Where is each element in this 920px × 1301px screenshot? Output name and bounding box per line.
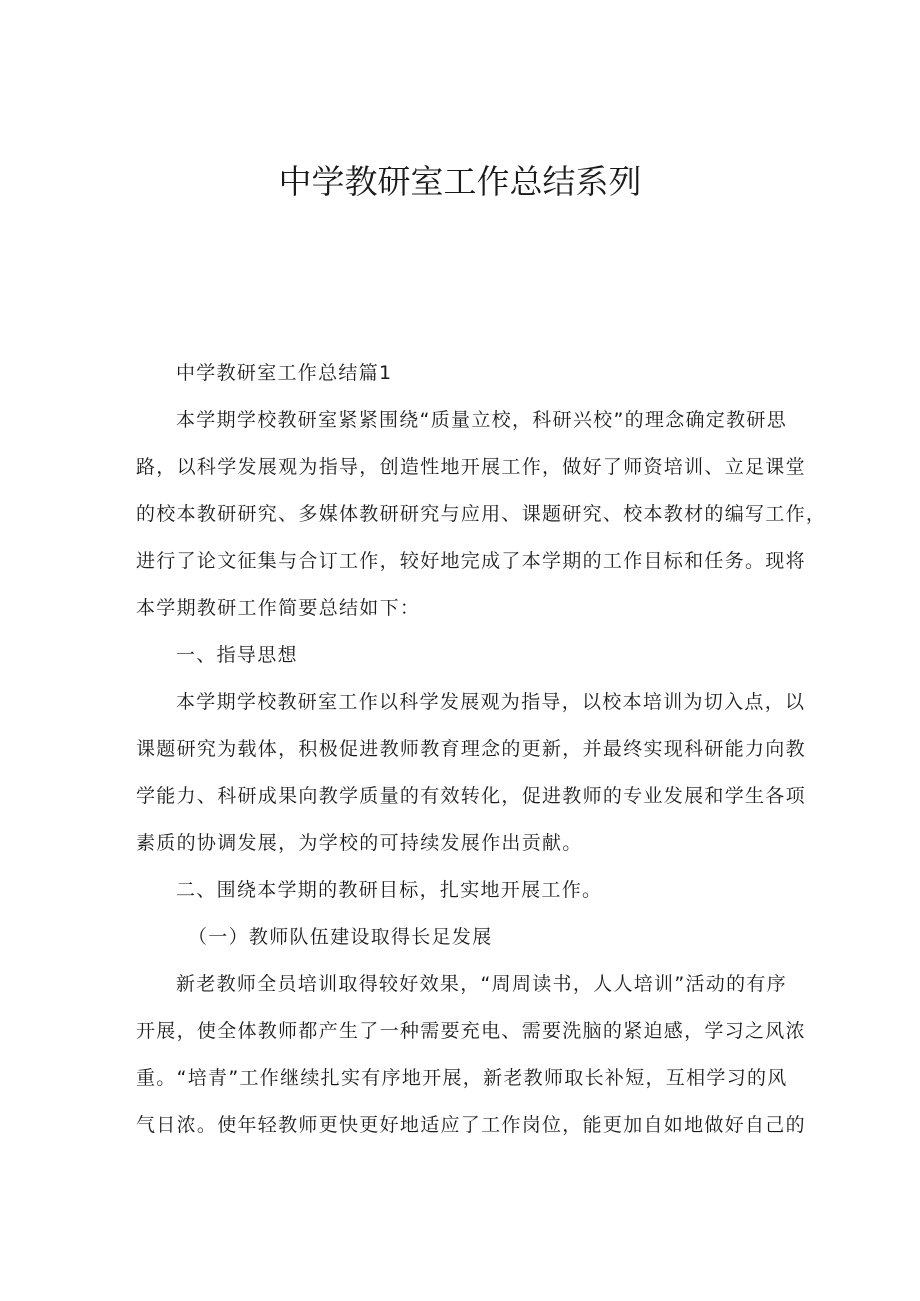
paragraph-line: 课题研究为载体，积极促进教师教育理念的更新，并最终实现科研能力向教 [136,738,806,760]
paragraph-line: 素质的协调发展，为学校的可持续发展作出贡献。 [136,832,583,854]
intro-line: 路，以科学发展观为指导，创造性地开展工作，做好了师资培训、立足课堂 [136,456,806,478]
intro-line: 本学期学校教研室紧紧围绕“质量立校，科研兴校”的理念确定教研思 [176,409,787,431]
intro-line: 的校本教研研究、多媒体教研研究与应用、课题研究、校本教材的编写工作， [136,503,827,525]
document-title: 中学教研室工作总结系列 [278,162,642,201]
paragraph-line: 新老教师全员培训取得较好效果，“周周读书，人人培训”活动的有序 [176,973,787,995]
subheading-teacher-team: （一）教师队伍建设取得长足发展 [188,926,493,948]
paragraph-line: 气日浓。使年轻教师更快更好地适应了工作岗位，能更加自如地做好自己的 [136,1114,806,1136]
document-body [136,350,827,1149]
heading-work-goals: 二、围绕本学期的教研目标，扎实地开展工作。 [176,879,603,901]
paragraph-line: 学能力、科研成果向教学质量的有效转化，促进教师的专业发展和学生各项 [136,785,806,807]
heading-guiding-thought: 一、指导思想 [176,644,298,666]
intro-line: 本学期教研工作简要总结如下： [136,597,421,619]
paragraph-line: 本学期学校教研室工作以科学发展观为指导，以校本培训为切入点，以 [176,691,806,713]
intro-line: 进行了论文征集与合订工作，较好地完成了本学期的工作目标和任务。现将 [136,550,806,572]
paragraph-line: 开展，使全体教师都产生了一种需要充电、需要洗脑的紧迫感，学习之风浓 [136,1020,806,1042]
section-heading: 中学教研室工作总结篇1 [176,362,393,384]
paragraph-line: 重。“培青”工作继续扎实有序地开展，新老教师取长补短，互相学习的风 [136,1067,788,1089]
